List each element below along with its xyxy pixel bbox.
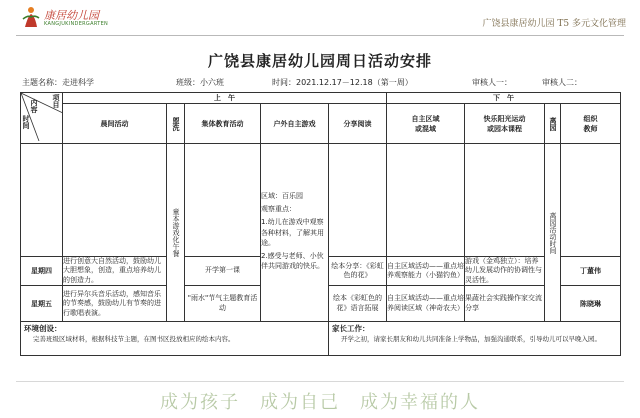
auditor-two-label: 审核人二： <box>542 78 582 87</box>
auditor-one-label: 审核人一： <box>472 78 512 87</box>
header-teacher: 组织 教师 <box>561 104 621 144</box>
friday-teacher: 陈晓琳 <box>561 286 621 322</box>
brand-text: 广饶县康居幼儿园 T5 多元文化管理 <box>482 19 626 29</box>
leave-content-cell: 离园活动时间 <box>545 144 561 322</box>
blank-sunshine-cell <box>465 144 545 257</box>
thursday-reading: 绘本分享：《彩虹色的花》 <box>329 257 387 286</box>
header-divider <box>16 35 624 36</box>
outdoor-focus-1: 1.幼儿在游戏中观察各种材料，了解其用途。 <box>261 218 324 247</box>
header-outdoor-game: 户外自主游戏 <box>261 104 329 144</box>
logo-text: 康居幼儿园 <box>44 9 99 22</box>
thursday-free-area: 自主区域活动——重点培养观察能力（小猫钓鱼） <box>387 257 465 286</box>
kindergarten-logo <box>22 6 132 32</box>
header-morning-activity: 晨间活动 <box>63 104 167 144</box>
class-label: 班级：小六班 <box>176 78 224 87</box>
footer-divider <box>16 381 624 382</box>
logo-subtext: KANGJUKINDERGARTEN <box>44 21 109 27</box>
thursday-sunshine: 游戏（金鸡独立）：培养幼儿发展动作的协调性与灵活性。 <box>465 257 545 286</box>
schedule-table <box>20 92 621 356</box>
environment-title: 环境创设： <box>24 324 62 334</box>
slogan: 成为孩子 成为自己 成为幸福的人 <box>160 392 480 413</box>
blank-teacher-cell <box>561 144 621 257</box>
outdoor-focus-title: 观察重点： <box>261 205 296 214</box>
header-free-area: 自主区域 或混域 <box>387 104 465 144</box>
friday-free-area: 自主区域活动——重点培养阅读区域（神奇农夫） <box>387 286 465 322</box>
thursday-group-activity: 开学第一课 <box>185 257 261 286</box>
environment-section <box>21 322 329 356</box>
header-wash: 盥洗 <box>167 104 185 144</box>
parent-work-title: 家长工作： <box>332 324 370 334</box>
afternoon-header: 下 午 <box>387 93 621 104</box>
outdoor-content-cell <box>261 144 329 322</box>
thursday-teacher: 丁董伟 <box>561 257 621 286</box>
friday-morning-activity: 进行异尔兵音乐活动，感知音乐的节奏感，鼓励幼儿有节奏的进行歌唱表演。 <box>63 286 167 322</box>
blank-reading-cell <box>329 144 387 257</box>
friday-reading: 绘本《彩虹色的花》语言拓展 <box>329 286 387 322</box>
header-sunshine-sports: 快乐阳光运动 或园本课程 <box>465 104 545 144</box>
parent-work-text: 开学之初，请家长朋友和幼儿共同准备上学物品，加强沟通联系，引导幼儿可以早晚入园。 <box>341 335 601 344</box>
day-thursday: 星期四 <box>21 257 63 286</box>
blank-free-cell <box>387 144 465 257</box>
corner-label-time: 时间 <box>22 115 30 129</box>
blank-group-cell <box>185 144 261 257</box>
friday-group-activity: "雨水"节气主题教育活动 <box>185 286 261 322</box>
table-corner-cell <box>21 93 63 144</box>
header-sharing-reading: 分享阅读 <box>329 104 387 144</box>
time-label: 时间：2021.12.17－12.18（第一周） <box>272 78 413 87</box>
parent-work-section <box>329 322 621 356</box>
theme-label: 主题名称：走进科学 <box>22 78 94 87</box>
corner-label-item: 项目 <box>52 94 60 108</box>
morning-header: 上 午 <box>63 93 387 104</box>
wash-content-cell: 童本游戏化午餐 <box>167 144 185 322</box>
header-group-teaching: 集体教育活动 <box>185 104 261 144</box>
outdoor-focus-2: 2.感受与老师、小伙伴共同游戏的快乐。 <box>261 251 324 270</box>
document-title: 广饶县康居幼儿园周日活动安排 <box>207 52 432 70</box>
page-header <box>0 0 640 34</box>
environment-text: 完善班级区域材料，根据科技节主题，在图书区投放相应的绘本内容。 <box>33 335 235 344</box>
blank-morning-cell <box>63 144 167 257</box>
thursday-morning-activity: 进行创意大自然活动，鼓励幼儿大胆想象，创造，重点培养幼儿的创造力。 <box>63 257 167 286</box>
blank-time-cell <box>21 144 63 257</box>
friday-sunshine: 果蔬社会实践操作家交流分享 <box>465 286 545 322</box>
corner-label-content: 内容 <box>30 99 38 113</box>
header-leave: 离园 <box>545 104 561 144</box>
logo-figure-icon <box>22 6 40 28</box>
outdoor-area: 区域：百乐园 <box>261 192 303 201</box>
day-friday: 星期五 <box>21 286 63 322</box>
